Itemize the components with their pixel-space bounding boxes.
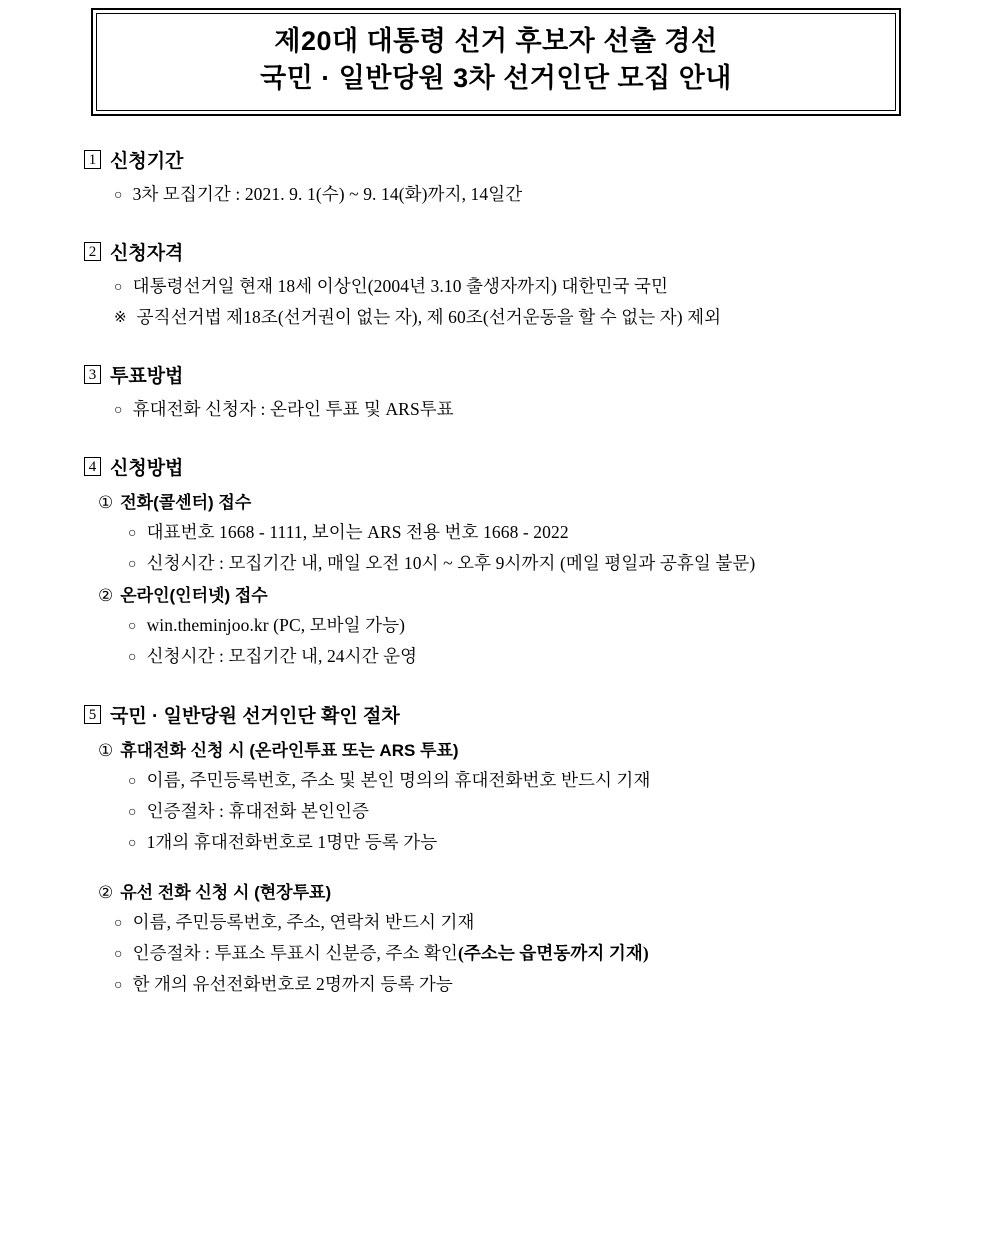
section-number: 2 xyxy=(84,242,101,261)
circle-bullet-icon: ○ xyxy=(114,187,123,203)
list-item xyxy=(84,612,968,639)
list-item xyxy=(84,273,968,300)
subsection-title: 전화(콜센터) 접수 xyxy=(120,493,252,512)
title-box xyxy=(91,8,901,116)
circle-bullet-icon: ○ xyxy=(114,279,123,295)
list-item-text: win.theminjoo.kr (PC, 모바일 가능) xyxy=(146,615,406,636)
list-item xyxy=(84,798,968,825)
list-item-text-main: 인증절차 : 투표소 투표시 신분증, 주소 확인 xyxy=(132,943,458,963)
section-voting-method xyxy=(84,361,968,423)
circle-bullet-icon: ○ xyxy=(128,804,137,820)
subsection-heading-online xyxy=(98,581,968,606)
subsection-heading-phone xyxy=(98,488,968,513)
list-item-text xyxy=(133,940,649,967)
subsection-marker: ② xyxy=(98,586,114,606)
section-heading xyxy=(84,146,968,173)
subsection-marker: ① xyxy=(98,493,114,512)
subsection-title: 유선 전화 신청 시 (현장투표) xyxy=(120,882,332,902)
section-heading xyxy=(84,238,968,265)
section-title: 국민 · 일반당원 선거인단 확인 절차 xyxy=(110,705,400,727)
list-item xyxy=(84,519,968,546)
section-number: 4 xyxy=(84,457,101,476)
list-item xyxy=(84,550,968,577)
title-line-2: 국민 · 일반당원 3차 선거인단 모집 안내 xyxy=(260,63,732,94)
section-title: 신청방법 xyxy=(110,458,184,479)
list-item-text-emphasis: (주소는 읍면동까지 기재) xyxy=(457,943,649,963)
list-item-text: 휴대전화 신청자 : 온라인 투표 및 ARS투표 xyxy=(132,398,454,419)
list-item xyxy=(84,643,968,670)
list-item xyxy=(84,909,968,936)
section-verification-process xyxy=(84,701,968,999)
list-item xyxy=(84,767,968,794)
title-line-1: 제20대 대통령 선거 후보자 선출 경선 xyxy=(274,26,718,56)
section-title: 신청기간 xyxy=(110,150,184,172)
subsection-title: 휴대전화 신청 시 (온라인투표 또는 ARS 투표) xyxy=(120,740,459,760)
asterisk-note-icon: ※ xyxy=(114,309,127,326)
subsection-heading-landline xyxy=(98,878,968,903)
circle-bullet-icon: ○ xyxy=(128,773,137,789)
section-heading xyxy=(84,453,968,480)
circle-bullet-icon: ○ xyxy=(128,557,137,573)
list-item xyxy=(84,181,968,208)
list-item-text: 이름, 주민등록번호, 주소, 연락처 반드시 기재 xyxy=(132,911,475,932)
section-application-period xyxy=(84,146,968,208)
list-item-text: 인증절차 : 휴대전화 본인인증 xyxy=(146,800,370,821)
subsection-marker: ② xyxy=(98,882,114,902)
circle-bullet-icon: ○ xyxy=(128,835,137,851)
list-item-text: 이름, 주민등록번호, 주소 및 본인 명의의 휴대전화번호 반드시 기재 xyxy=(146,769,651,790)
list-item xyxy=(84,396,968,423)
note-item-text: 공직선거법 제18조(선거권이 없는 자), 제 60조(선거운동을 할 수 없는 자) 제외 xyxy=(136,306,722,327)
subsection-marker: ① xyxy=(98,740,114,760)
circle-bullet-icon: ○ xyxy=(114,978,123,994)
section-heading xyxy=(84,701,968,728)
list-item xyxy=(84,971,968,998)
list-item-text: 3차 모집기간 : 2021. 9. 1(수) ~ 9. 14(화)까지, 14일간 xyxy=(132,183,523,204)
list-item xyxy=(84,829,968,856)
circle-bullet-icon: ○ xyxy=(114,947,123,962)
circle-bullet-icon: ○ xyxy=(128,526,137,541)
section-heading xyxy=(84,361,968,388)
circle-bullet-icon: ○ xyxy=(114,915,123,931)
subsection-title: 온라인(인터넷) 접수 xyxy=(120,586,268,606)
list-item-text: 대통령선거일 현재 18세 이상인(2004년 3.10 출생자까지) 대한민국 국민 xyxy=(132,275,668,296)
circle-bullet-icon: ○ xyxy=(128,619,137,635)
section-number: 3 xyxy=(84,365,101,384)
list-item xyxy=(84,940,968,967)
section-eligibility xyxy=(84,238,968,331)
section-number: 1 xyxy=(84,150,101,169)
section-number: 5 xyxy=(84,705,101,724)
circle-bullet-icon: ○ xyxy=(114,402,123,418)
note-item xyxy=(84,304,968,331)
subsection-heading-mobile xyxy=(98,736,968,761)
list-item-text: 한 개의 유선전화번호로 2명까지 등록 가능 xyxy=(132,974,453,995)
title-box-inner xyxy=(96,13,896,111)
list-item-text: 신청시간 : 모집기간 내, 매일 오전 10시 ~ 오후 9시까지 (메일 평일과 공휴일 불문) xyxy=(146,553,756,574)
section-how-to-apply xyxy=(84,453,968,671)
circle-bullet-icon: ○ xyxy=(128,650,137,666)
section-title: 신청자격 xyxy=(110,242,184,264)
section-title: 투표방법 xyxy=(110,365,184,387)
document-page xyxy=(0,8,992,1235)
document-body xyxy=(24,146,968,999)
list-item-text: 신청시간 : 모집기간 내, 24시간 운영 xyxy=(146,646,418,667)
list-item-text: 1개의 휴대전화번호로 1명만 등록 가능 xyxy=(146,831,438,852)
list-item-text: 대표번호 1668 - 1111, 보이는 ARS 전용 번호 1668 - 2022 xyxy=(146,522,569,542)
